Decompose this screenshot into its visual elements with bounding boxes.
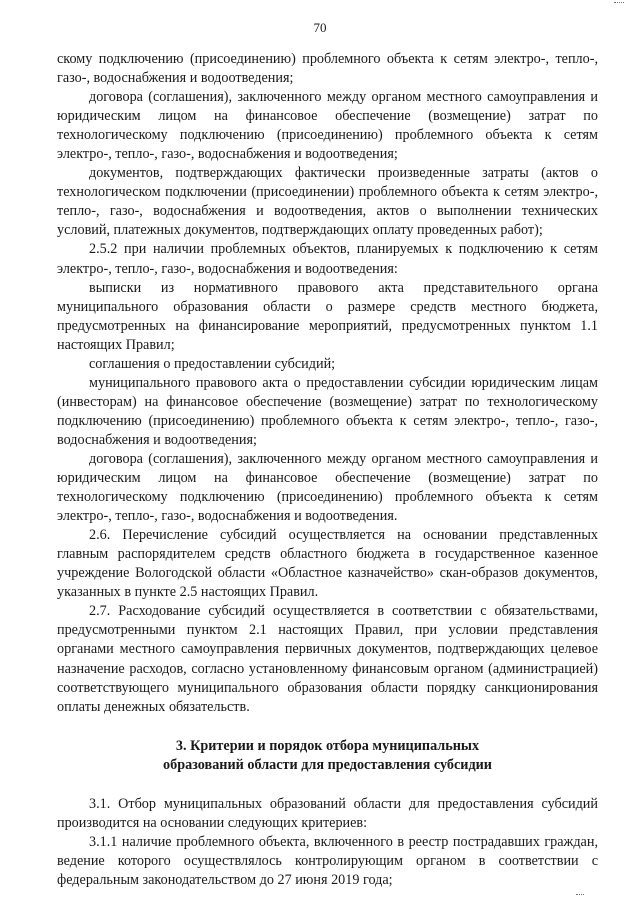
page-number: 70 [313,20,327,35]
paragraph: документов, подтверждающих фактически произведенные затраты (актов о технологическом подключении (присоединении) проблемного объекта к сетям электро-, тепло-, газо-, водоснабжения и водоотведения, актов о выполнении технических условий, платежных документов, подтверждающих оплату проведенных работ); [57,165,598,239]
paragraph: 2.7. Расходование субсидий осуществляется в соответствии с обязательствами, предусмотренными пунктом 2.1 настоящих Правил, при условии представления органами местного самоуправления первичных документов, подтверждающих целевое назначение расходов, согласно установленному финансовым органом (администрацией) соответствующего муниципального образования области порядку санкционирования оплаты денежных обязательств. [57,603,598,715]
scan-artifact [614,2,624,5]
section-heading-line: образований области для предоставления субсидии [163,756,492,773]
paragraph: 3.1.1 наличие проблемного объекта, включенного в реестр пострадавших граждан, ведение которого осуществлялось контролирующим органом в соответствии с федеральным законодательством до 27 июня 2019 года; [57,833,598,888]
section-heading [57,737,598,775]
scan-artifact [576,894,584,897]
paragraph: муниципального правового акта о предоставлении субсидии юридическим лицам (инвесторам) на финансовое обеспечение (возмещение) затрат по технологическому подключению (присоединению) проблемного объекта к сетям электро-, тепло-, газо-, водоснабжения и водоотведения; [57,374,598,448]
paragraph: 3.1. Отбор муниципальных образований области для предоставления субсидий производится на основании следующих критериев: [57,795,598,831]
paragraph: договора (соглашения), заключенного между органом местного самоуправления и юридическим лицом на финансовое обеспечение (возмещение) затрат по технологическому подключению (присоединению) проблемного объекта к сетям электро-, тепло-, газо-, водоснабжения и водоотведения. [57,450,598,525]
document-body [57,50,598,890]
paragraph: договора (соглашения), заключенного между органом местного самоуправления и юридическим лицом на финансовое обеспечение (возмещение) затрат по технологическому подключению (присоединению) проблемного объекта к сетям электро-, тепло-, газо-, водоснабжения и водоотведения; [57,89,598,163]
paragraph: 2.5.2 при наличии проблемных объектов, планируемых к подключению к сетям электро-, тепло-, газо-, водоснабжения и водоотведения: [57,241,598,277]
paragraph: выписки из нормативного правового акта представительного органа муниципального образования области о размере средств местного бюджета, предусмотренных на финансирование мероприятий, предусмотренных пунктом 1.1 настоящих Правил; [57,279,598,353]
section-heading-line: 3. Критерии и порядок отбора муниципальных [175,737,480,754]
paragraph: 2.6. Перечисление субсидий осуществляется на основании представленных главным распорядителем средств областного бюджета в государственное казенное учреждение Вологодской области «Областное казначейство» скан-образов документов, указанных в пункте 2.5 настоящих Правил. [57,527,598,601]
paragraph: скому подключению (присоединению) проблемного объекта к сетям электро-, тепло-, газо-, водоснабжения и водоотведения; [57,51,598,87]
paragraph: соглашения о предоставлении субсидий; [89,355,336,372]
